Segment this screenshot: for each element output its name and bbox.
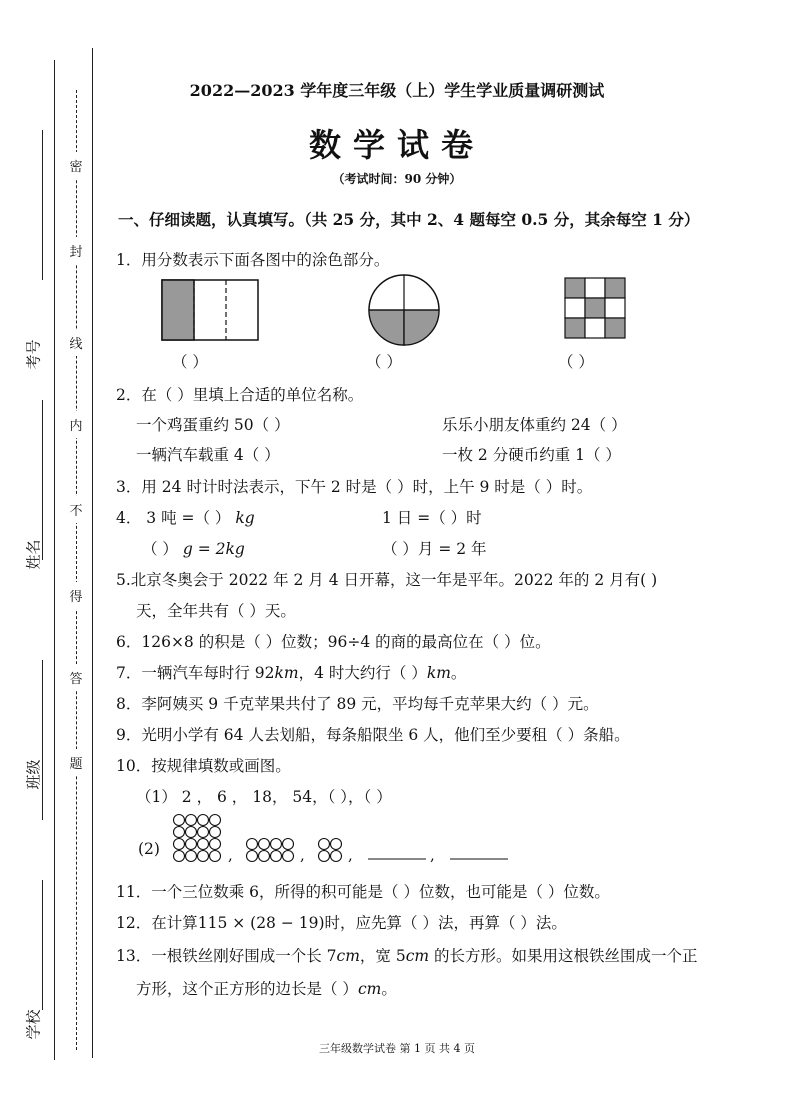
q2-item-d: 一枚 2 分硬币约重 1（ ） bbox=[442, 446, 621, 464]
question-13-line-2 bbox=[136, 977, 397, 999]
binding-underline-4 bbox=[42, 880, 43, 1010]
figure-grid-checker bbox=[563, 276, 629, 342]
question-6: 6．126×8 的积是（ ）位数；96÷4 的商的最高位在（ ）位。 bbox=[116, 633, 551, 651]
exam-time: （考试时间：90 分钟） bbox=[332, 172, 462, 186]
q13-l1-post: 的长方形。如果用这根铁丝围成一个正 bbox=[429, 947, 698, 965]
svg-text:,: , bbox=[348, 846, 353, 864]
q4-c-mid: g = 2 bbox=[182, 540, 226, 558]
q13-l1-mid: ，宽 5 bbox=[359, 947, 406, 965]
class-label: 班级 bbox=[24, 759, 43, 790]
question-4-d: （ ）月 = 2 年 bbox=[382, 540, 487, 558]
question-10-part-1: （1） 2 ， 6 ， 18， 54，（ ），（ ） bbox=[136, 788, 392, 806]
q13-unit-2: cm bbox=[405, 947, 430, 965]
q4-c-unit: kg bbox=[225, 540, 245, 558]
section-1-heading: 一、仔细读题，认真填写。（共 25 分，其中 2、4 题每空 0.5 分，其余每空 1 分） bbox=[118, 210, 700, 229]
seal-char-bu: 不 bbox=[68, 496, 84, 523]
question-12: 12．在计算115 × (28 − 19)时，应先算（ ）法，再算（ ）法。 bbox=[116, 914, 567, 932]
q7-post: 。 bbox=[450, 664, 467, 682]
question-8: 8．李阿姨买 9 千克苹果共付了 89 元，平均每千克苹果大约（ ）元。 bbox=[116, 695, 599, 713]
subject-title: 数学试卷 bbox=[308, 126, 485, 164]
q1-blank-3[interactable]: （ ） bbox=[558, 353, 594, 371]
seal-char-mi: 密 bbox=[68, 152, 84, 179]
svg-text:,: , bbox=[228, 846, 233, 864]
question-5-line-2: 天，全年共有（ ）天。 bbox=[136, 602, 296, 620]
q13-l2-pre: 方形，这个正方形的边长是（ ） bbox=[136, 980, 358, 998]
question-7 bbox=[116, 661, 466, 683]
svg-text:,: , bbox=[430, 846, 435, 864]
svg-text:,: , bbox=[300, 846, 305, 864]
q13-unit-1: cm bbox=[336, 947, 360, 965]
q2-item-b: 乐乐小朋友体重约 24（ ） bbox=[442, 416, 627, 434]
question-2: 2．在（ ）里填上合适的单位名称。 bbox=[116, 386, 364, 404]
q7-unit-1: km bbox=[274, 664, 299, 682]
question-11: 11．一个三位数乘 6，所得的积可能是（ ）位数，也可能是（ ）位数。 bbox=[116, 883, 610, 901]
q7-pre: 7．一辆汽车每时行 92 bbox=[116, 664, 275, 682]
question-5-line-1: 5.北京冬奥会于 2022 年 2 月 4 日开幕，这一年是平年。2022 年的 2 月有( ) bbox=[116, 571, 658, 589]
question-13-line-1 bbox=[116, 944, 698, 966]
school-label: 学校 bbox=[24, 1009, 43, 1040]
seal-char-nei: 内 bbox=[68, 411, 84, 438]
q1-blank-2[interactable]: （ ） bbox=[366, 353, 402, 371]
page-footer: 三年级数学试卷 第 1 页 共 4 页 bbox=[319, 1042, 475, 1055]
binding-underline-2 bbox=[42, 400, 43, 560]
q13-unit-3: cm bbox=[357, 980, 382, 998]
seal-char-de: 得 bbox=[68, 582, 84, 609]
seal-char-da: 答 bbox=[68, 664, 84, 691]
question-1: 1．用分数表示下面各图中的涂色部分。 bbox=[116, 251, 390, 269]
binding-dashed-line bbox=[76, 90, 77, 1050]
q13-l2-post: 。 bbox=[381, 980, 397, 998]
binding-underline-3 bbox=[42, 660, 43, 820]
question-4-c bbox=[142, 537, 245, 559]
q4-c-blank: （ ） bbox=[142, 540, 178, 558]
q7-unit-2: km bbox=[426, 664, 451, 682]
question-10-part-2-label: (2) bbox=[138, 840, 160, 858]
seal-char-ti: 题 bbox=[68, 749, 84, 776]
q2-item-a: 一个鸡蛋重约 50（ ） bbox=[136, 416, 290, 434]
q4-a-unit: kg bbox=[235, 509, 255, 527]
binding-solid-line-inner bbox=[92, 48, 93, 1058]
q1-blank-1[interactable]: （ ） bbox=[172, 353, 208, 371]
name-label: 姓名 bbox=[24, 539, 43, 570]
seal-char-xian: 线 bbox=[68, 329, 84, 356]
exam-title: 2022—2023 学年度三年级（上）学生学业质量调研测试 bbox=[189, 81, 605, 100]
q13-l1-pre: 13．一根铁丝刚好围成一个长 7 bbox=[116, 947, 337, 965]
exam-number-label: 考号 bbox=[24, 339, 43, 370]
question-4-a bbox=[116, 506, 255, 528]
figure-circle-quarters bbox=[366, 272, 442, 348]
figure-rectangle-thirds bbox=[160, 278, 262, 344]
binding-solid-line-outer bbox=[54, 60, 55, 1060]
q7-mid: ，4 时大约行（ ） bbox=[298, 664, 427, 682]
question-3: 3．用 24 时计时法表示，下午 2 时是（ ）时，上午 9 时是（ ）时。 bbox=[116, 478, 593, 496]
question-4-b: 1 日 =（ ）时 bbox=[382, 509, 482, 527]
seal-char-feng: 封 bbox=[68, 237, 84, 264]
q4-a-text: 4． 3 吨 =（ ） bbox=[116, 509, 231, 527]
circle-pattern bbox=[170, 812, 530, 864]
question-10: 10．按规律填数或画图。 bbox=[116, 757, 291, 775]
question-9: 9．光明小学有 64 人去划船，每条船限坐 6 人，他们至少要租（ ）条船。 bbox=[116, 726, 630, 744]
q2-item-c: 一辆汽车载重 4（ ） bbox=[136, 446, 280, 464]
